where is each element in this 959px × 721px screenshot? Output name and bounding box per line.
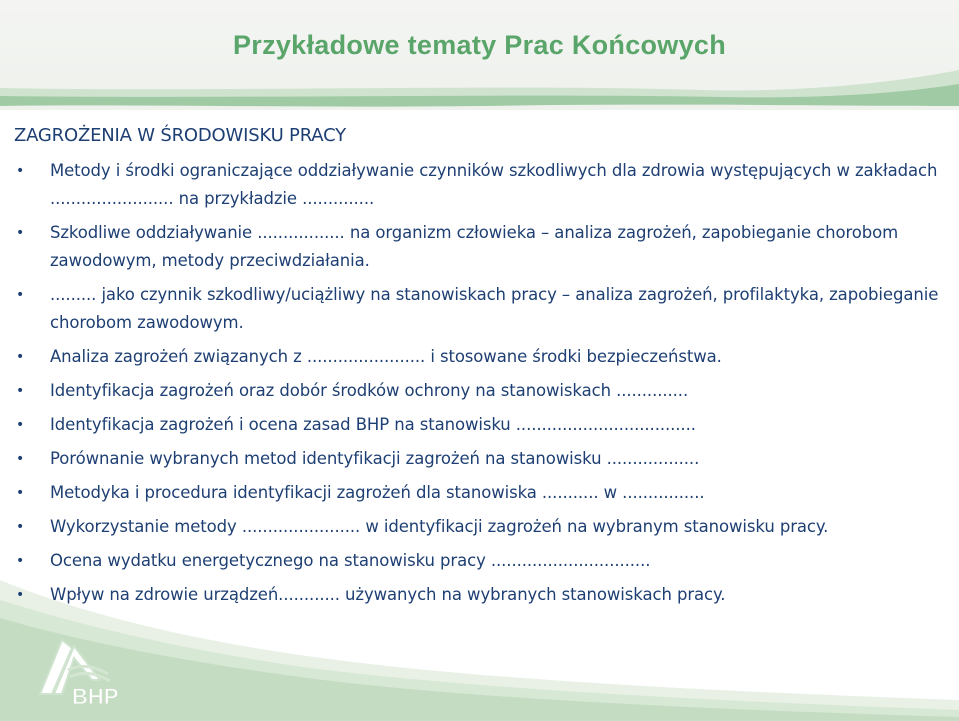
bullet-icon: • <box>16 349 25 365</box>
bullet-icon: • <box>16 451 25 467</box>
list-item-text: Wykorzystanie metody ....................... w identyfikacji zagrożeń na wybranym stanowisku pracy. <box>50 517 829 536</box>
bullet-icon: • <box>16 553 25 569</box>
list-item-text: ......... jako czynnik szkodliwy/uciążliwy na stanowiskach pracy – analiza zagrożeń, profilaktyka, zapobieganie chorobom zawodowym. <box>50 285 939 332</box>
list-item <box>14 281 944 337</box>
section-heading: ZAGROŻENIA W ŚRODOWISKU PRACY <box>14 125 346 146</box>
list-item <box>14 547 944 575</box>
bullet-icon: • <box>16 163 25 179</box>
list-item-text: Metodyka i procedura identyfikacji zagrożeń dla stanowiska ........... w ................ <box>50 483 705 502</box>
list-item <box>14 157 944 213</box>
bhp-logo <box>22 620 132 710</box>
bullet-icon: • <box>16 225 25 241</box>
list-item <box>14 411 944 439</box>
bullet-icon: • <box>16 287 25 303</box>
list-item-text: Szkodliwe oddziaływanie ................. na organizm człowieka – analiza zagrożeń, zapobieganie chorobom zawodowym, metody przeciwdziałania. <box>50 223 899 270</box>
list-item-text: Porównanie wybranych metod identyfikacji zagrożeń na stanowisku .................. <box>50 449 700 468</box>
list-item <box>14 581 944 609</box>
list-item-text: Ocena wydatku energetycznego na stanowisku pracy ............................... <box>50 551 651 570</box>
logo-text: BHP <box>72 684 119 709</box>
topic-list <box>14 157 944 615</box>
list-item-text: Metody i środki ograniczające oddziaływanie czynników szkodliwych dla zdrowia występujących w zakładach ........................ na przykładzie .............. <box>50 161 938 208</box>
slide-title: Przykładowe tematy Prac Końcowych <box>232 30 727 60</box>
bullet-icon: • <box>16 417 25 433</box>
list-item-text: Analiza zagrożeń związanych z ....................... i stosowane środki bezpieczeństwa. <box>50 347 722 366</box>
bullet-icon: • <box>16 519 25 535</box>
list-item <box>14 219 944 275</box>
bullet-icon: • <box>16 383 25 399</box>
bullet-icon: • <box>16 485 25 501</box>
list-item <box>14 377 944 405</box>
list-item <box>14 343 944 371</box>
list-item <box>14 445 944 473</box>
list-item-text: Wpływ na zdrowie urządzeń............ używanych na wybranych stanowiskach pracy. <box>50 585 726 604</box>
list-item <box>14 513 944 541</box>
bullet-icon: • <box>16 587 25 603</box>
list-item <box>14 479 944 507</box>
list-item-text: Identyfikacja zagrożeń oraz dobór środków ochrony na stanowiskach .............. <box>50 381 689 400</box>
list-item-text: Identyfikacja zagrożeń i ocena zasad BHP na stanowisku ................................... <box>50 415 696 434</box>
